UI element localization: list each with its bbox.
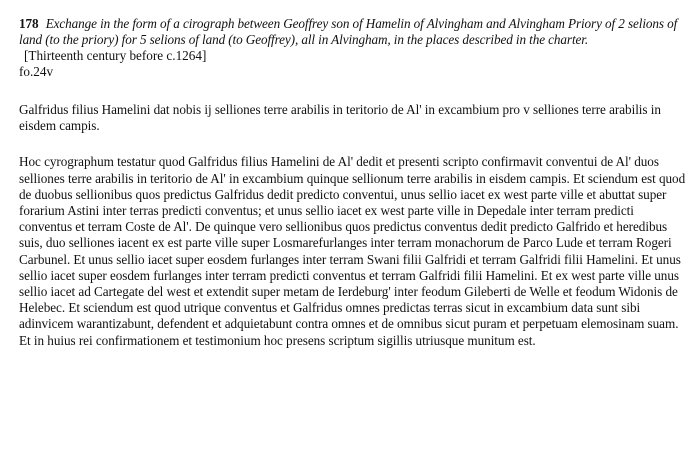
charter-text-paragraph: Hoc cyrographum testatur quod Galfridus filius Hamelini de Al' dedit et presenti scripto confirmavit conventui de Al' duos selliones terre arabilis in teritorio de Al' in excambium quinque sellionum terre arabilis in eisdem campis. Et sciendum est quod de duobus sellionibus quos predictus Galfridus dedit predicto conventui, unus sellio iacet ex west parte ville et abuttat super forarium Astini inter terras predicti conventus; et unus sellio iacet ex west parte ville in Depedale inter terram predicti conventus et terram Coste de Al'. De quinque vero sellionibus quos predictus conventus dedit predicto Galfrido et heredibus suis, duo selliones iacent ex est parte ville super Losmarefurlanges inter terram monachorum de Parco Lude et terram Rogeri Carbunel. Et unus sellio iacet super eosdem furlanges inter terram Swani filii Galfridi et terram Galfridi filii Hamelini. Et unus sellio iacet super eosdem furlanges inter terram predicti conventus et terram Galfridi filii Hamelini. Et ex west parte ville unus sellio iacet ad Cartegate del west et extendit super metam de Ierdeburg' inter feodum Gileberti de Welle et feodum Widonis de Helebec. Et sciendum est quod utrique conventus et Galfridus omnes predictas terras sicut in excambium data sunt sibi adinvicem warantizabunt, defendent et adquietabunt contra omnes et de omnibus sicut puram et perpetuam elemosinam suam. Et in huius rei confirmationem et testimonium hoc presens scriptum sigillis utriusque munitum est. [19, 154, 686, 348]
document-page [19, 16, 689, 349]
entry-summary: Exchange in the form of a cirograph between Geoffrey son of Hamelin of Alvingham and Alvingham Priory of 2 selions of land (to the priory) for 5 selions of land (to Geoffrey), all in Alvingham, in the places described in the charter. [19, 16, 678, 47]
entry-heading [19, 16, 689, 48]
folio-reference: fo.24v [19, 64, 54, 79]
entry-date: [Thirteenth century before c.1264] [24, 48, 207, 63]
rubric-paragraph: Galfridus filius Hamelini dat nobis ij selliones terre arabilis in teritorio de Al' in excambium pro v selliones terre arabilis in eisdem campis. [19, 102, 661, 134]
entry-number: 178 [19, 16, 39, 31]
